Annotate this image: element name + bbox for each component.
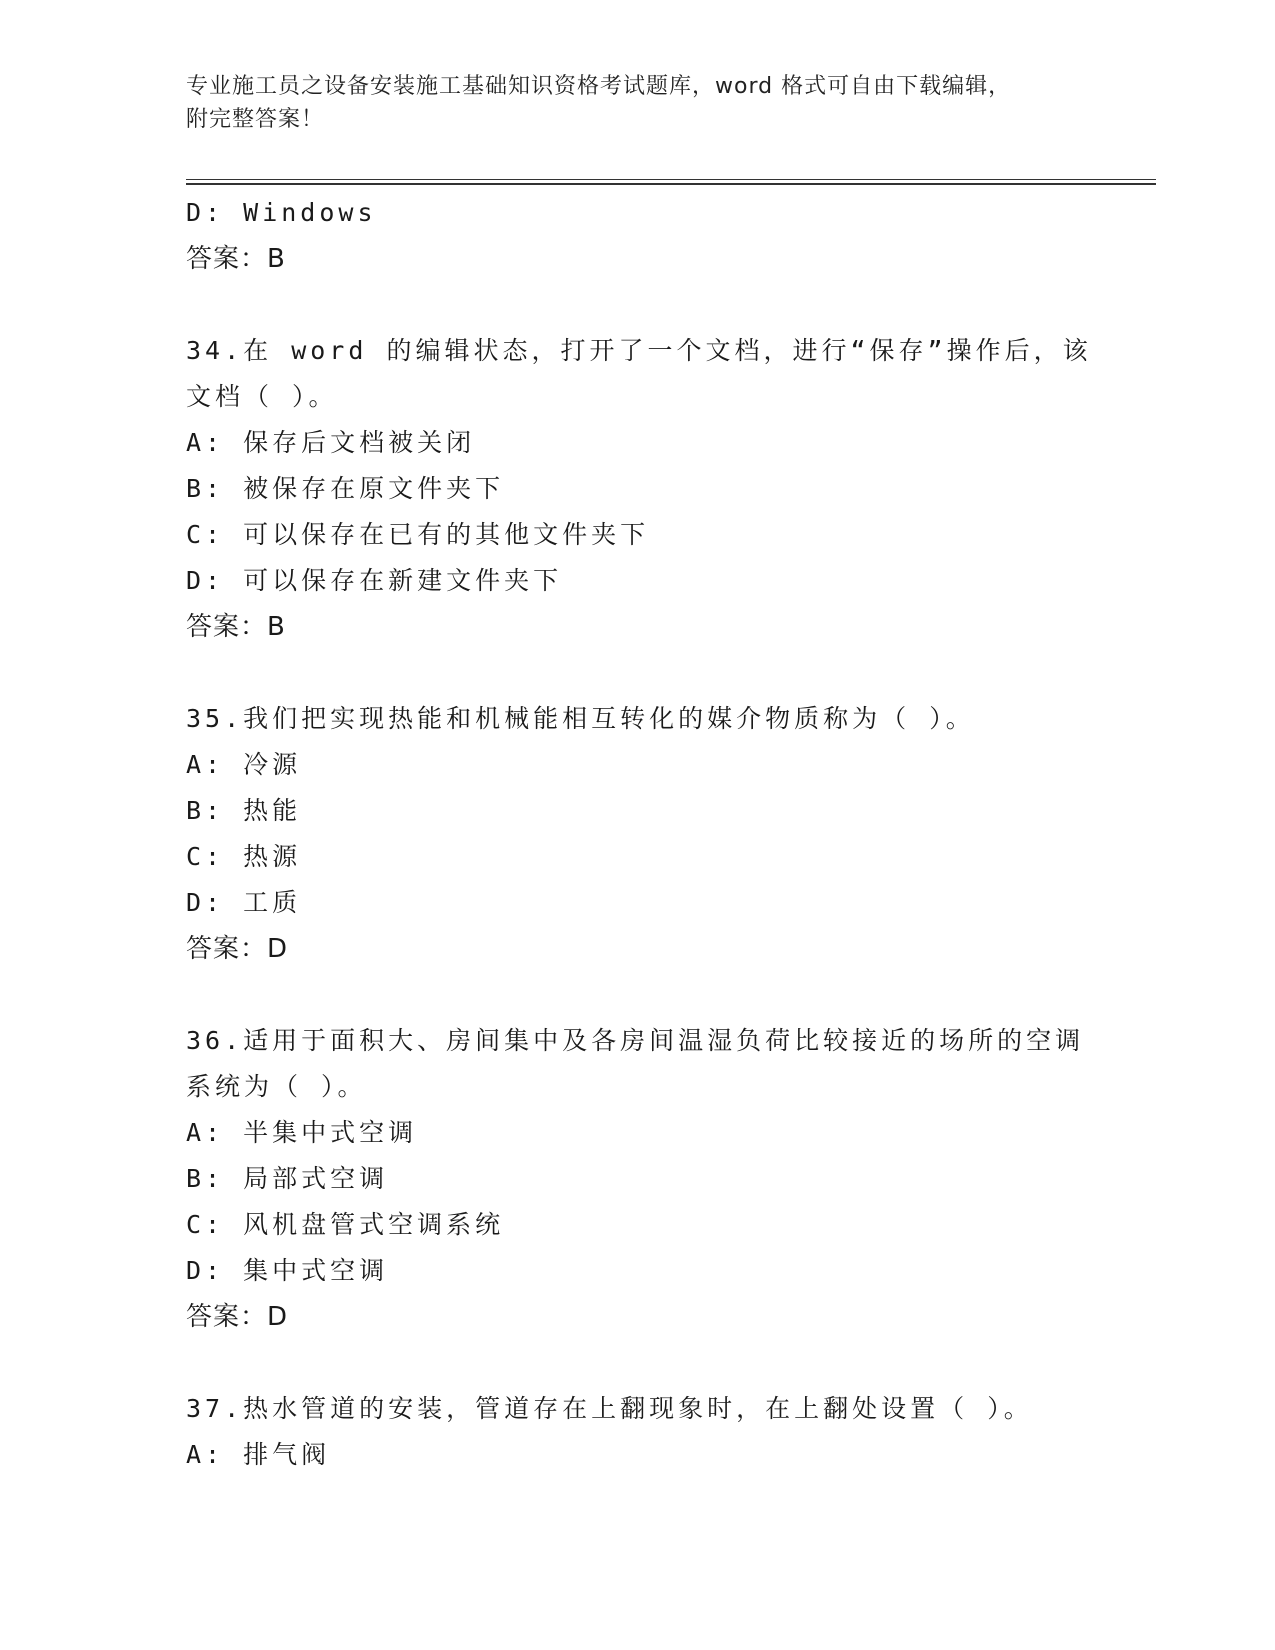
document-header [186, 70, 1086, 136]
question-list [186, 190, 1092, 1478]
answer: 答案：D [186, 934, 289, 964]
answer: 答案：D [186, 1302, 289, 1332]
question-36 [186, 1018, 1086, 1340]
option-d: D: 工质 [186, 888, 302, 917]
option-c: C: 热源 [186, 842, 302, 871]
prev-option-d: D: Windows [186, 198, 377, 227]
question-stem: 36.适用于面积大、房间集中及各房间温湿负荷比较接近的场所的空调 [186, 1026, 1085, 1055]
question-stem-cont: 系统为（ ）。 [186, 1072, 367, 1101]
option-b: B: 被保存在原文件夹下 [186, 474, 505, 503]
header-title-line-1: 专业施工员之设备安装施工基础知识资格考试题库，word 格式可自由下载编辑， [186, 74, 1012, 99]
option-c: C: 可以保存在已有的其他文件夹下 [186, 520, 650, 549]
header-title-line-2: 附完整答案！ [186, 107, 325, 132]
question-37 [186, 1386, 1086, 1478]
question-stem: 35.我们把实现热能和机械能相互转化的媒介物质称为（ ）。 [186, 704, 975, 733]
option-a: A: 排气阀 [186, 1440, 331, 1469]
header-divider-bottom [186, 183, 1156, 185]
question-stem-cont: 文档（ ）。 [186, 382, 338, 411]
question-34 [186, 328, 1092, 650]
option-a: A: 保存后文档被关闭 [186, 428, 476, 457]
option-b: B: 局部式空调 [186, 1164, 389, 1193]
header-divider-top [186, 179, 1156, 180]
spacer [186, 282, 1086, 328]
spacer [186, 1340, 1086, 1386]
option-a: A: 半集中式空调 [186, 1118, 418, 1147]
option-d: D: 可以保存在新建文件夹下 [186, 566, 563, 595]
option-c: C: 风机盘管式空调系统 [186, 1210, 505, 1239]
question-stem: 37.热水管道的安装，管道存在上翻现象时，在上翻处设置（ ）。 [186, 1394, 1033, 1423]
option-d: D: 集中式空调 [186, 1256, 389, 1285]
option-b: B: 热能 [186, 796, 302, 825]
option-a: A: 冷源 [186, 750, 302, 779]
prev-answer: 答案：B [186, 244, 286, 274]
answer: 答案：B [186, 612, 286, 642]
question-35 [186, 696, 1086, 972]
question-stem: 34.在 word 的编辑状态，打开了一个文档，进行“保存”操作后，该 [186, 336, 1092, 365]
spacer [186, 972, 1086, 1018]
spacer [186, 650, 1086, 696]
